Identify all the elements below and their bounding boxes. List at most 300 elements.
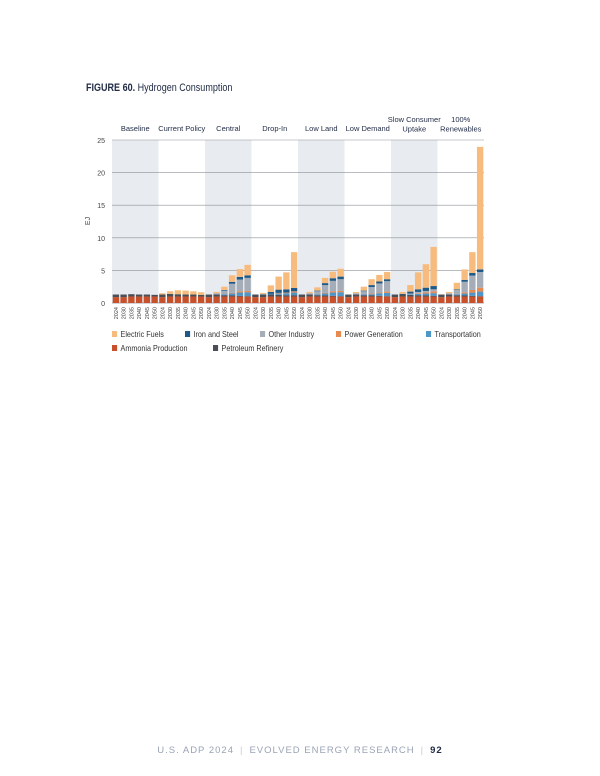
bar-baseline-2024-ammonia-production	[113, 297, 119, 303]
footer-org: EVOLVED ENERGY RESEARCH	[249, 745, 415, 756]
bar-central-2040-iron-and-steel	[229, 282, 235, 284]
bar-low-demand-2030-ammonia-production	[353, 296, 359, 303]
bar-current-policy-2045-ammonia-production	[190, 296, 196, 303]
bar-baseline-2030-ammonia-production	[120, 297, 126, 303]
y-tick-label-10: 10	[97, 235, 105, 243]
x-tick-label-low-demand-2024: 2024	[346, 307, 353, 320]
bar-drop-in-2050-power-generation	[291, 291, 297, 292]
bar-central-2045-transportation	[237, 293, 243, 296]
x-tick-label-low-land-2024: 2024	[299, 307, 306, 320]
bar-low-demand-2050-iron-and-steel	[384, 279, 390, 281]
bar-slow-consumer-uptake-2040-other-industry	[415, 292, 421, 293]
x-tick-label-100-renewables-2050: 2050	[478, 307, 485, 320]
bar-100-renewables-2040-electric-fuels	[461, 269, 467, 279]
scenario-label-central: Central	[216, 124, 241, 133]
legend-label-ammonia-production: Ammonia Production	[120, 343, 188, 353]
bar-low-demand-2050-ammonia-production	[384, 296, 390, 303]
bar-low-land-2030-other-industry	[306, 293, 312, 294]
bar-current-policy-2040-electric-fuels	[182, 291, 188, 295]
bar-drop-in-2045-iron-and-steel	[283, 289, 289, 292]
bar-low-demand-2045-power-generation	[376, 293, 382, 294]
bar-slow-consumer-uptake-2035-iron-and-steel	[407, 292, 413, 294]
bar-low-land-2050-iron-and-steel	[337, 277, 343, 280]
scenario-label-slow-consumer-uptake: Slow Consumer Uptake	[387, 115, 441, 134]
bar-central-2045-iron-and-steel	[237, 277, 243, 280]
bar-central-2030-ammonia-production	[213, 296, 219, 303]
bar-100-renewables-2024-petroleum-refinery	[438, 295, 444, 298]
bar-low-demand-2045-other-industry	[376, 283, 382, 292]
bar-100-renewables-2050-electric-fuels	[477, 147, 483, 270]
x-tick-label-low-land-2050: 2050	[338, 307, 345, 320]
legend-swatch-iron-and-steel	[185, 331, 190, 337]
x-tick-label-slow-consumer-uptake-2030: 2030	[400, 307, 407, 320]
bar-100-renewables-2045-iron-and-steel	[469, 273, 475, 276]
bar-current-policy-2024-electric-fuels	[159, 293, 165, 294]
bar-low-demand-2035-iron-and-steel	[361, 291, 367, 292]
bar-low-demand-2035-ammonia-production	[361, 296, 367, 303]
bar-100-renewables-2030-other-industry	[446, 293, 452, 294]
x-tick-label-baseline-2024: 2024	[113, 307, 120, 320]
bar-low-land-2040-electric-fuels	[322, 278, 328, 283]
x-tick-label-slow-consumer-uptake-2024: 2024	[392, 307, 399, 320]
x-tick-label-slow-consumer-uptake-2050: 2050	[431, 307, 438, 320]
x-tick-label-drop-in-2035: 2035	[268, 307, 275, 320]
bar-low-land-2050-ammonia-production	[337, 296, 343, 303]
shaded-panel-baseline	[112, 140, 159, 303]
bar-baseline-2050-petroleum-refinery	[151, 295, 157, 297]
bar-low-land-2045-petroleum-refinery	[330, 296, 336, 297]
bar-low-land-2035-petroleum-refinery	[314, 295, 320, 296]
bar-central-2040-electric-fuels	[229, 275, 235, 282]
legend-label-other-industry: Other Industry	[268, 329, 315, 339]
bar-drop-in-2045-electric-fuels	[283, 272, 289, 289]
bar-slow-consumer-uptake-2050-electric-fuels	[430, 247, 436, 286]
bar-slow-consumer-uptake-2045-iron-and-steel	[423, 288, 429, 291]
x-tick-label-current-policy-2050: 2050	[199, 307, 206, 320]
bar-slow-consumer-uptake-2050-petroleum-refinery	[430, 296, 436, 297]
bar-central-2040-power-generation	[229, 293, 235, 294]
bar-low-land-2024-petroleum-refinery	[299, 295, 305, 298]
bar-drop-in-2040-iron-and-steel	[275, 290, 281, 293]
bar-low-land-2040-iron-and-steel	[322, 283, 328, 285]
bar-100-renewables-2035-electric-fuels	[454, 283, 460, 290]
bar-low-demand-2030-petroleum-refinery	[353, 295, 359, 297]
bar-low-demand-2040-electric-fuels	[368, 279, 374, 285]
x-tick-label-100-renewables-2045: 2045	[470, 307, 477, 320]
bar-baseline-2040-ammonia-production	[136, 296, 142, 303]
x-tick-label-low-land-2040: 2040	[323, 307, 330, 320]
bar-low-land-2035-transportation	[314, 295, 320, 296]
bar-slow-consumer-uptake-2035-petroleum-refinery	[407, 295, 413, 297]
bar-current-policy-2050-electric-fuels	[198, 292, 204, 295]
scenario-label-baseline: Baseline	[120, 124, 150, 133]
x-tick-label-central-2030: 2030	[214, 307, 221, 320]
bar-slow-consumer-uptake-2045-petroleum-refinery	[423, 296, 429, 297]
bar-current-policy-2050-petroleum-refinery	[198, 295, 204, 297]
bar-drop-in-2050-petroleum-refinery	[291, 295, 297, 296]
bar-low-demand-2040-petroleum-refinery	[368, 296, 374, 297]
bar-slow-consumer-uptake-2035-other-industry	[407, 294, 413, 295]
legend-row-2	[112, 341, 532, 355]
x-tick-label-baseline-2035: 2035	[129, 307, 136, 320]
bar-drop-in-2035-transportation	[268, 294, 274, 295]
x-tick-label-baseline-2050: 2050	[152, 307, 159, 320]
bar-100-renewables-2040-other-industry	[461, 282, 467, 292]
bar-central-2045-electric-fuels	[237, 269, 243, 277]
bar-low-land-2035-iron-and-steel	[314, 291, 320, 292]
bar-100-renewables-2045-transportation	[469, 293, 475, 296]
legend-item-petroleum-refinery	[213, 343, 283, 353]
bar-slow-consumer-uptake-2040-petroleum-refinery	[415, 295, 421, 296]
bar-drop-in-2045-transportation	[283, 293, 289, 295]
bar-central-2045-ammonia-production	[237, 296, 243, 303]
x-tick-label-baseline-2040: 2040	[137, 307, 144, 320]
bar-100-renewables-2040-petroleum-refinery	[461, 296, 467, 297]
bar-low-demand-2045-ammonia-production	[376, 296, 382, 303]
bar-low-demand-2035-transportation	[361, 295, 367, 296]
figure-number: FIGURE 60.	[86, 82, 136, 94]
bar-drop-in-2050-electric-fuels	[291, 252, 297, 288]
bar-100-renewables-2035-other-industry	[454, 290, 460, 295]
bar-central-2050-other-industry	[244, 278, 250, 291]
bar-drop-in-2045-ammonia-production	[283, 296, 289, 303]
legend-item-iron-and-steel	[185, 329, 238, 339]
legend-label-power-generation: Power Generation	[344, 329, 403, 339]
bar-slow-consumer-uptake-2045-other-industry	[423, 291, 429, 292]
bar-current-policy-2035-electric-fuels	[175, 290, 181, 294]
bar-slow-consumer-uptake-2040-electric-fuels	[415, 272, 421, 289]
x-tick-label-baseline-2030: 2030	[121, 307, 128, 320]
bar-100-renewables-2035-petroleum-refinery	[454, 295, 460, 296]
bar-current-policy-2040-ammonia-production	[182, 296, 188, 303]
x-tick-label-slow-consumer-uptake-2035: 2035	[408, 307, 415, 320]
bar-drop-in-2035-iron-and-steel	[268, 292, 274, 294]
x-tick-label-low-demand-2045: 2045	[377, 307, 384, 320]
bar-drop-in-2035-electric-fuels	[268, 285, 274, 292]
bar-drop-in-2040-power-generation	[275, 293, 281, 294]
bar-low-land-2040-petroleum-refinery	[322, 296, 328, 297]
bar-low-demand-2040-other-industry	[368, 287, 374, 294]
bar-baseline-2050-ammonia-production	[151, 296, 157, 303]
x-tick-label-low-land-2035: 2035	[315, 307, 322, 320]
x-tick-label-drop-in-2040: 2040	[276, 307, 283, 320]
bar-100-renewables-2050-other-industry	[477, 272, 483, 288]
y-tick-label-0: 0	[101, 301, 105, 308]
bar-drop-in-2030-iron-and-steel	[260, 294, 266, 295]
bar-drop-in-2040-petroleum-refinery	[275, 295, 281, 297]
x-tick-label-slow-consumer-uptake-2040: 2040	[416, 307, 423, 320]
bar-slow-consumer-uptake-2040-ammonia-production	[415, 296, 421, 303]
bar-low-land-2040-transportation	[322, 294, 328, 296]
bar-drop-in-2045-power-generation	[283, 293, 289, 294]
bar-low-demand-2040-ammonia-production	[368, 296, 374, 303]
bar-central-2035-iron-and-steel	[221, 290, 227, 291]
x-tick-label-drop-in-2050: 2050	[292, 307, 299, 320]
x-tick-label-central-2035: 2035	[222, 307, 229, 320]
x-tick-label-low-demand-2030: 2030	[354, 307, 361, 320]
bar-drop-in-2040-ammonia-production	[275, 296, 281, 303]
bar-current-policy-2030-ammonia-production	[167, 296, 173, 303]
legend-swatch-petroleum-refinery	[213, 345, 218, 351]
legend-swatch-transportation	[426, 331, 431, 337]
x-tick-label-drop-in-2030: 2030	[261, 307, 268, 320]
legend-label-electric-fuels: Electric Fuels	[120, 329, 164, 339]
bar-100-renewables-2045-other-industry	[469, 276, 475, 290]
bar-baseline-2035-petroleum-refinery	[128, 294, 134, 296]
x-tick-label-low-demand-2050: 2050	[385, 307, 392, 320]
bar-baseline-2045-ammonia-production	[144, 296, 150, 303]
bar-slow-consumer-uptake-2045-power-generation	[423, 292, 429, 293]
scenario-label-low-demand: Low Demand	[345, 124, 390, 133]
x-tick-label-slow-consumer-uptake-2045: 2045	[423, 307, 430, 320]
legend-label-iron-and-steel: Iron and Steel	[193, 329, 239, 339]
scenario-label-drop-in: Drop-In	[262, 124, 288, 133]
x-tick-label-central-2050: 2050	[245, 307, 252, 320]
bar-low-demand-2045-transportation	[376, 293, 382, 296]
page-footer: U.S. ADP 2024 | EVOLVED ENERGY RESEARCH | 92	[157, 745, 443, 756]
y-tick-label-25: 25	[97, 138, 105, 145]
y-tick-label-5: 5	[101, 268, 105, 276]
bar-slow-consumer-uptake-2045-electric-fuels	[423, 264, 429, 287]
bar-low-land-2024-ammonia-production	[299, 297, 305, 303]
bar-low-land-2035-ammonia-production	[314, 296, 320, 303]
x-tick-label-100-renewables-2030: 2030	[447, 307, 454, 320]
bar-central-2050-electric-fuels	[244, 265, 250, 275]
bar-drop-in-2024-petroleum-refinery	[252, 295, 258, 298]
bar-100-renewables-2024-ammonia-production	[438, 297, 444, 303]
legend-item-electric-fuels	[112, 329, 164, 339]
footer-doc-title: U.S. ADP 2024	[157, 745, 234, 756]
legend-item-other-industry	[260, 329, 314, 339]
bar-low-demand-2045-electric-fuels	[376, 275, 382, 282]
bar-slow-consumer-uptake-2050-other-industry	[430, 289, 436, 291]
x-tick-label-drop-in-2024: 2024	[253, 307, 260, 320]
bar-central-2050-iron-and-steel	[244, 275, 250, 278]
bar-central-2040-ammonia-production	[229, 296, 235, 303]
bar-current-policy-2030-petroleum-refinery	[167, 294, 173, 297]
bar-central-2030-petroleum-refinery	[213, 295, 219, 297]
bar-low-demand-2050-power-generation	[384, 292, 390, 293]
x-tick-label-central-2024: 2024	[206, 307, 213, 320]
bar-low-land-2050-transportation	[337, 292, 343, 296]
bar-low-demand-2024-petroleum-refinery	[345, 295, 351, 298]
bar-central-2050-power-generation	[244, 291, 250, 292]
bar-low-land-2035-other-industry	[314, 291, 320, 294]
bar-low-land-2050-other-industry	[337, 279, 343, 291]
bar-slow-consumer-uptake-2035-transportation	[407, 294, 413, 295]
bar-low-land-2050-electric-fuels	[337, 269, 343, 277]
bar-central-2045-power-generation	[237, 291, 243, 292]
bar-central-2035-electric-fuels	[221, 287, 227, 290]
bar-100-renewables-2030-ammonia-production	[446, 296, 452, 303]
bar-low-demand-2050-transportation	[384, 293, 390, 296]
bar-slow-consumer-uptake-2035-electric-fuels	[407, 285, 413, 292]
bar-low-demand-2050-electric-fuels	[384, 272, 390, 279]
legend-label-petroleum-refinery: Petroleum Refinery	[221, 343, 284, 353]
bar-low-land-2040-ammonia-production	[322, 296, 328, 303]
bar-baseline-2035-ammonia-production	[128, 296, 134, 303]
legend-label-transportation: Transportation	[434, 329, 482, 339]
bar-slow-consumer-uptake-2024-petroleum-refinery	[392, 295, 398, 298]
legend-swatch-electric-fuels	[112, 331, 117, 337]
bar-slow-consumer-uptake-2050-power-generation	[430, 291, 436, 293]
bar-low-land-2030-petroleum-refinery	[306, 295, 312, 297]
x-tick-label-current-policy-2024: 2024	[160, 307, 167, 320]
bar-slow-consumer-uptake-2040-power-generation	[415, 293, 421, 294]
x-tick-label-baseline-2045: 2045	[144, 307, 151, 320]
bar-100-renewables-2030-petroleum-refinery	[446, 295, 452, 297]
bar-100-renewables-2040-transportation	[461, 294, 467, 296]
bar-low-land-2045-other-industry	[330, 281, 336, 291]
bar-central-2035-ammonia-production	[221, 296, 227, 303]
bar-current-policy-2035-petroleum-refinery	[175, 294, 181, 296]
bar-central-2024-petroleum-refinery	[206, 295, 212, 298]
bar-central-2040-petroleum-refinery	[229, 296, 235, 297]
x-tick-label-low-land-2030: 2030	[307, 307, 314, 320]
bar-slow-consumer-uptake-2030-petroleum-refinery	[399, 295, 405, 297]
bar-100-renewables-2050-transportation	[477, 292, 483, 297]
bar-baseline-2040-petroleum-refinery	[136, 295, 142, 297]
bar-central-2024-ammonia-production	[206, 297, 212, 303]
bar-baseline-2024-petroleum-refinery	[113, 295, 119, 298]
scenario-label-current-policy: Current Policy	[158, 124, 206, 133]
bar-low-land-2045-transportation	[330, 293, 336, 296]
bar-drop-in-2050-iron-and-steel	[291, 288, 297, 291]
legend-swatch-power-generation	[336, 331, 341, 337]
bar-low-land-2045-electric-fuels	[330, 272, 336, 279]
bar-100-renewables-2040-ammonia-production	[461, 296, 467, 303]
bar-low-land-2050-power-generation	[337, 291, 343, 292]
bar-100-renewables-2050-iron-and-steel	[477, 269, 483, 272]
chart-legend	[112, 327, 532, 355]
bar-low-land-2030-ammonia-production	[306, 296, 312, 303]
bar-100-renewables-2050-power-generation	[477, 288, 483, 292]
bar-low-demand-2035-other-industry	[361, 291, 367, 294]
x-tick-label-current-policy-2040: 2040	[183, 307, 190, 320]
bar-current-policy-2050-ammonia-production	[198, 296, 204, 303]
bar-central-2030-other-industry	[213, 293, 219, 294]
bar-drop-in-2030-ammonia-production	[260, 297, 266, 303]
bar-low-demand-2045-iron-and-steel	[376, 281, 382, 283]
bar-100-renewables-2045-electric-fuels	[469, 252, 475, 273]
bar-100-renewables-2035-iron-and-steel	[454, 289, 460, 290]
bar-drop-in-2035-ammonia-production	[268, 296, 274, 303]
scenario-label-100-renewables: 100% Renewables	[440, 115, 482, 134]
figure-title-text: Hydrogen Consumption	[137, 82, 233, 94]
bar-baseline-2030-petroleum-refinery	[120, 295, 126, 298]
bar-current-policy-2035-ammonia-production	[175, 296, 181, 303]
bar-100-renewables-2040-iron-and-steel	[461, 280, 467, 282]
bar-slow-consumer-uptake-2030-iron-and-steel	[399, 294, 405, 295]
bar-slow-consumer-uptake-2045-ammonia-production	[423, 296, 429, 303]
bar-slow-consumer-uptake-2045-transportation	[423, 294, 429, 296]
bar-central-2045-other-industry	[237, 280, 243, 292]
bar-100-renewables-2045-petroleum-refinery	[469, 296, 475, 297]
bar-low-land-2040-other-industry	[322, 285, 328, 293]
y-tick-label-15: 15	[97, 203, 105, 211]
x-tick-label-current-policy-2045: 2045	[191, 307, 198, 320]
bar-low-land-2040-power-generation	[322, 293, 328, 294]
bar-current-policy-2024-ammonia-production	[159, 297, 165, 303]
x-tick-label-low-demand-2040: 2040	[369, 307, 376, 320]
legend-swatch-ammonia-production	[112, 345, 117, 351]
legend-item-ammonia-production	[112, 343, 188, 353]
footer-page-number: 92	[430, 745, 443, 756]
bar-low-demand-2035-electric-fuels	[361, 287, 367, 291]
bar-slow-consumer-uptake-2050-transportation	[430, 293, 436, 296]
bar-current-policy-2024-petroleum-refinery	[159, 295, 165, 298]
bar-slow-consumer-uptake-2050-iron-and-steel	[430, 286, 436, 289]
x-tick-label-current-policy-2030: 2030	[168, 307, 175, 320]
bar-baseline-2045-petroleum-refinery	[144, 295, 150, 297]
bar-slow-consumer-uptake-2024-ammonia-production	[392, 297, 398, 303]
legend-item-power-generation	[336, 329, 403, 339]
bar-central-2035-other-industry	[221, 291, 227, 295]
x-tick-label-central-2040: 2040	[230, 307, 237, 320]
x-tick-label-drop-in-2045: 2045	[284, 307, 291, 320]
bar-drop-in-2030-petroleum-refinery	[260, 295, 266, 297]
bar-drop-in-2040-transportation	[275, 294, 281, 295]
bar-low-demand-2035-petroleum-refinery	[361, 295, 367, 296]
bar-low-demand-2030-electric-fuels	[353, 292, 359, 293]
legend-swatch-other-industry	[260, 331, 265, 337]
x-tick-label-current-policy-2035: 2035	[175, 307, 182, 320]
legend-row-1	[112, 327, 532, 341]
y-axis-label: EJ	[85, 216, 92, 226]
bar-central-2035-petroleum-refinery	[221, 295, 227, 296]
bar-central-2040-other-industry	[229, 284, 235, 293]
bar-drop-in-2050-transportation	[291, 293, 297, 296]
bar-100-renewables-2040-power-generation	[461, 292, 467, 293]
bar-low-demand-2045-petroleum-refinery	[376, 296, 382, 297]
bar-slow-consumer-uptake-2035-ammonia-production	[407, 296, 413, 303]
bar-central-2045-petroleum-refinery	[237, 296, 243, 297]
x-tick-label-100-renewables-2024: 2024	[439, 307, 446, 320]
bar-drop-in-2030-electric-fuels	[260, 293, 266, 294]
bar-current-policy-2030-electric-fuels	[167, 291, 173, 294]
bar-central-2040-transportation	[229, 294, 235, 296]
bar-drop-in-2045-petroleum-refinery	[283, 295, 289, 296]
bar-low-demand-2040-iron-and-steel	[368, 285, 374, 287]
x-tick-label-100-renewables-2040: 2040	[462, 307, 469, 320]
bar-slow-consumer-uptake-2030-electric-fuels	[399, 292, 405, 294]
bar-100-renewables-2045-power-generation	[469, 290, 475, 293]
bar-low-demand-2040-transportation	[368, 294, 374, 295]
bar-slow-consumer-uptake-2030-ammonia-production	[399, 296, 405, 303]
bar-drop-in-2040-electric-fuels	[275, 277, 281, 290]
bar-low-land-2045-power-generation	[330, 291, 336, 292]
bar-low-demand-2050-other-industry	[384, 281, 390, 291]
bar-low-land-2045-iron-and-steel	[330, 278, 336, 281]
bar-drop-in-2024-ammonia-production	[252, 297, 258, 303]
y-tick-label-20: 20	[97, 170, 105, 178]
bar-100-renewables-2035-ammonia-production	[454, 296, 460, 303]
bar-100-renewables-2035-transportation	[454, 295, 460, 296]
bar-central-2030-electric-fuels	[213, 292, 219, 293]
legend-item-transportation	[426, 329, 481, 339]
bar-central-2035-transportation	[221, 295, 227, 296]
bar-central-2050-transportation	[244, 292, 250, 296]
bar-slow-consumer-uptake-2040-transportation	[415, 294, 421, 295]
bar-low-land-2030-electric-fuels	[306, 292, 312, 293]
bar-low-demand-2040-power-generation	[368, 294, 374, 295]
bar-100-renewables-2045-ammonia-production	[469, 296, 475, 303]
bar-low-demand-2024-ammonia-production	[345, 297, 351, 303]
bar-current-policy-2040-petroleum-refinery	[182, 295, 188, 297]
x-tick-label-central-2045: 2045	[237, 307, 244, 320]
hydrogen-consumption-chart	[0, 0, 600, 330]
bar-low-land-2035-electric-fuels	[314, 287, 320, 290]
